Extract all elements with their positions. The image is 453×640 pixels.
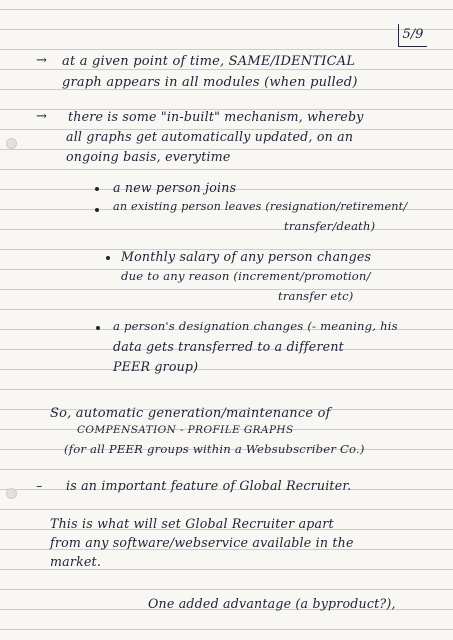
note-line: all graphs get automatically updated, on an [66,129,354,144]
note-line: Monthly salary of any person changes [121,249,372,264]
note-line: One added advantage (a byproduct?), [148,596,396,611]
bullet-icon [95,187,99,191]
bullet-icon [96,326,100,330]
note-line: data gets transferred to a different [113,339,344,354]
arrow-icon: → [36,109,48,124]
note-line: a person's designation changes (- meaning, his [113,319,398,333]
note-line: ongoing basis, everytime [66,149,231,164]
note-line: transfer/death) [284,219,376,233]
note-line: due to any reason (increment/promotion/ [121,269,371,283]
bullet-icon [95,208,99,212]
note-line: market. [50,554,102,569]
page-number: 5/9 [398,24,427,47]
punch-hole [6,138,17,149]
note-line: a new person joins [113,180,237,195]
note-line: (for all PEER groups within a Websubscriber Co.) [64,442,365,456]
note-line: there is some "in-built" mechanism, whereby [68,109,364,124]
note-line: at a given point of time, SAME/IDENTICAL [62,54,356,69]
note-line: graph appears in all modules (when pulled) [62,75,358,90]
note-line: an existing person leaves (resignation/retirement/ [113,200,408,213]
note-line: So, automatic generation/maintenance of [50,406,331,421]
punch-hole [6,488,17,499]
note-line: This is what will set Global Recruiter apart [50,516,334,531]
bullet-icon [106,256,110,260]
note-line: COMPENSATION - PROFILE GRAPHS [77,424,294,436]
note-line: is an important feature of Global Recruiter. [66,478,352,493]
dash-icon: – [36,478,43,493]
note-line: transfer etc) [278,289,354,303]
note-line: from any software/webservice available in the [50,535,354,550]
note-line: PEER group) [113,359,199,374]
arrow-icon: → [36,53,48,68]
